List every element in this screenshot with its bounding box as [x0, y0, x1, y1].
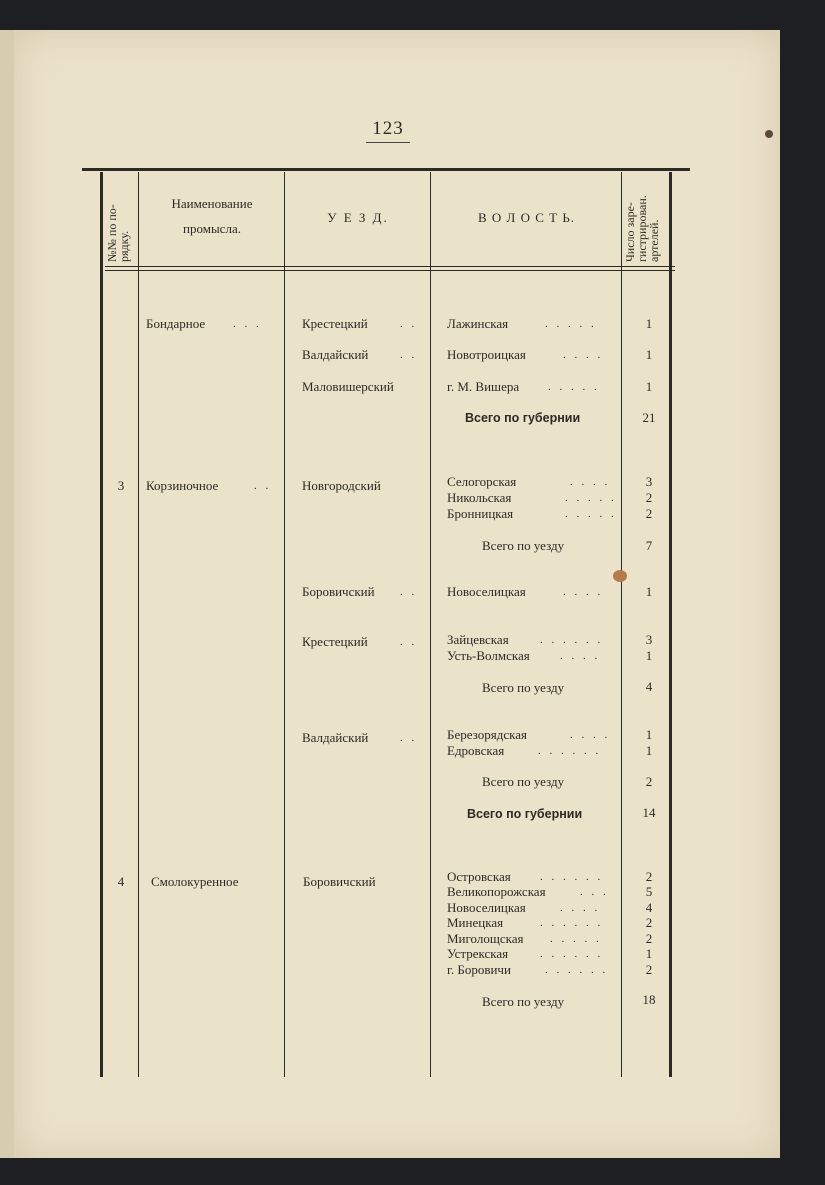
leader-dots: . . . . [563, 586, 604, 598]
leader-dots: . . . . [560, 902, 601, 914]
leader-dots: . . . . . . [540, 871, 604, 883]
leader-dots: . . . . . . [540, 917, 604, 929]
leader-dots: . . . . . [565, 508, 617, 520]
header-bottom-rule-2 [105, 270, 675, 271]
total-label: Всего по губернии [465, 411, 581, 425]
industry-label: Смолокуренное [151, 874, 239, 889]
leader-dots: . . [400, 586, 418, 598]
artel-count: 1 [645, 584, 653, 599]
header-no-line2: рядку. [117, 230, 131, 262]
book-page [14, 30, 780, 1158]
leader-dots: . . . . . . [545, 964, 609, 976]
leader-dots: . . . . . . [540, 948, 604, 960]
artel-count: 2 [645, 962, 653, 977]
artel-count: 1 [645, 347, 653, 362]
paper-stain [613, 570, 627, 582]
artel-count: 5 [645, 884, 653, 899]
total-count: 14 [642, 805, 656, 820]
volost-label: Едровская [447, 743, 505, 758]
volost-label: г. М. Вишера [447, 379, 520, 394]
volost-label: Зайцевская [447, 632, 509, 647]
artel-count: 1 [645, 727, 653, 742]
total-label: Всего по уезду [482, 680, 565, 695]
artel-count: 2 [645, 915, 653, 930]
leader-dots: . . . . [563, 349, 604, 361]
leader-dots: . . . . . [550, 933, 602, 945]
volost-label: Миголощская [447, 931, 524, 946]
col-line-no [138, 172, 139, 1077]
row-number: 3 [117, 478, 125, 493]
col-line-left [100, 172, 103, 1077]
uezd-label: Маловишерский [302, 379, 394, 394]
total-count: 7 [645, 538, 653, 553]
volost-label: Бронницкая [447, 506, 514, 521]
leader-dots: . . . . . . [540, 634, 604, 646]
volost-label: Лажинская [447, 316, 509, 331]
artel-count: 2 [645, 490, 653, 505]
uezd-label: Крестецкий [302, 316, 368, 331]
volost-label: Новоселицкая [447, 900, 526, 915]
header-industry: Наименование промысла. [171, 196, 253, 236]
uezd-label: Валдайский [302, 347, 369, 362]
col-line-uezd [430, 172, 431, 1077]
volost-label: Никольская [447, 490, 512, 505]
leader-dots: . . [400, 318, 418, 330]
uezd-label: Крестецкий [302, 634, 368, 649]
volost-label: Березорядская [447, 727, 527, 742]
leader-dots: . . . . [560, 650, 601, 662]
leader-dots: . . . [233, 318, 262, 330]
artel-count: 3 [645, 474, 653, 489]
artel-count: 3 [645, 632, 653, 647]
uezd-label: Боровичский [303, 874, 376, 889]
total-count: 2 [645, 774, 653, 789]
leader-dots: . . . . . . [538, 745, 602, 757]
header-uezd: У Е З Д. [327, 210, 389, 225]
artel-count: 1 [645, 946, 653, 961]
volost-label: Новотроицкая [447, 347, 526, 362]
leader-dots: . . [400, 636, 418, 648]
uezd-label: Новгородский [302, 478, 381, 493]
artel-count: 2 [645, 931, 653, 946]
leader-dots: . . . . . [565, 492, 617, 504]
volost-label: Минецкая [447, 915, 504, 930]
artel-count: 2 [645, 506, 653, 521]
volost-label: Великопорожская [447, 884, 546, 899]
header-bottom-rule [105, 266, 675, 267]
col-line-industry [284, 172, 285, 1077]
header-count-line3: артелей. [647, 219, 661, 262]
leader-dots: . . . . . [548, 381, 600, 393]
total-label: Всего по уезду [482, 538, 565, 553]
total-count: 21 [642, 410, 656, 425]
artel-count: 1 [645, 316, 653, 331]
header-no [106, 204, 130, 262]
volost-label: Усть-Волмская [447, 648, 530, 663]
page-number: 123 [366, 118, 410, 143]
header-count-line2: гистрирован. [635, 195, 649, 262]
row-number: 4 [117, 874, 125, 889]
paper-stain [765, 130, 773, 138]
header-volost: В О Л О С Т Ь. [477, 210, 576, 225]
leader-dots: . . [400, 732, 418, 744]
total-label: Всего по уезду [482, 774, 565, 789]
table-top-rule [82, 168, 690, 171]
leader-dots: . . [400, 349, 418, 361]
uezd-label: Боровичский [302, 584, 375, 599]
leader-dots: . . [254, 480, 272, 492]
total-count: 18 [642, 992, 656, 1007]
header-no-line1: №№ по по- [105, 204, 119, 262]
volost-label: Селогорская [447, 474, 517, 489]
total-label: Всего по уезду [482, 994, 565, 1009]
header-count [624, 195, 660, 262]
volost-label: Устрекская [447, 946, 509, 961]
volost-label: г. Боровичи [447, 962, 511, 977]
leader-dots: . . . . [570, 729, 611, 741]
total-label: Всего по губернии [467, 807, 583, 821]
leader-dots: . . . [580, 886, 609, 898]
artel-count: 1 [645, 743, 653, 758]
col-line-volost [621, 172, 622, 1077]
industry-label: Корзиночное [146, 478, 219, 493]
industry-label: Бондарное [146, 316, 206, 331]
artel-count: 2 [645, 869, 653, 884]
artel-count: 1 [645, 379, 653, 394]
artel-count: 4 [645, 900, 653, 915]
col-line-right [669, 172, 672, 1077]
total-count: 4 [645, 679, 653, 694]
header-count-line1: Число заре- [623, 202, 637, 262]
volost-label: Новоселицкая [447, 584, 526, 599]
volost-label: Островская [447, 869, 511, 884]
uezd-label: Валдайский [302, 730, 369, 745]
leader-dots: . . . . [570, 476, 611, 488]
artel-count: 1 [645, 648, 653, 663]
leader-dots: . . . . . [545, 318, 597, 330]
